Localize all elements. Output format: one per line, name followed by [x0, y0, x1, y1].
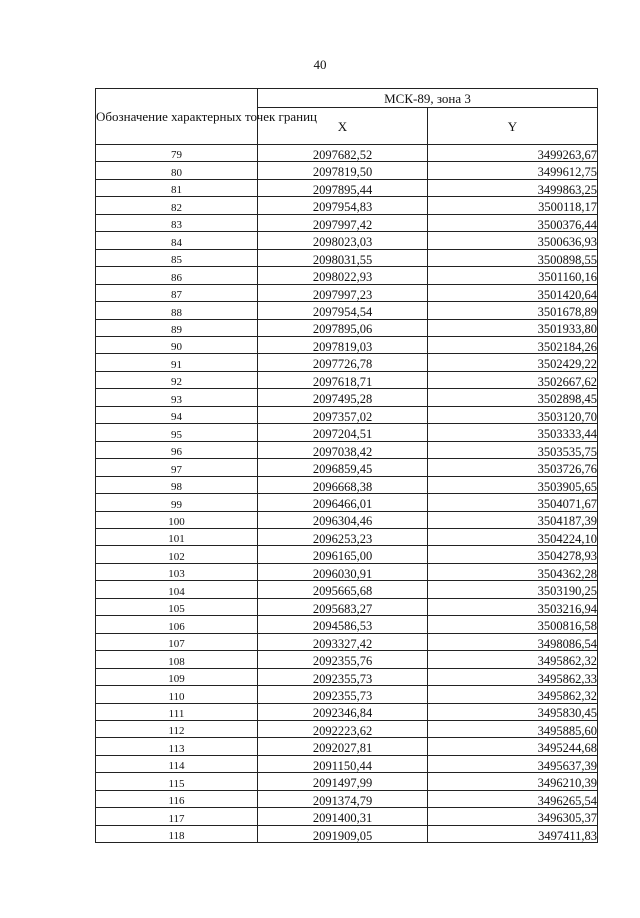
point-number-cell: 103 [96, 563, 258, 580]
table-row [96, 511, 598, 528]
x-coordinate-cell: 2095665,68 [258, 581, 428, 598]
table-row [96, 825, 598, 842]
x-coordinate-cell: 2097895,06 [258, 319, 428, 336]
x-coordinate-cell: 2098023,03 [258, 232, 428, 249]
page-number: 40 [313, 57, 327, 72]
point-number-cell: 79 [96, 145, 258, 162]
point-number-cell: 86 [96, 267, 258, 284]
table-row [96, 686, 598, 703]
point-number-cell: 101 [96, 528, 258, 545]
table-row [96, 424, 598, 441]
x-coordinate-cell: 2091400,31 [258, 808, 428, 825]
table-row [96, 371, 598, 388]
y-coordinate-cell: 3495830,45 [428, 703, 598, 720]
point-number-cell: 82 [96, 197, 258, 214]
x-coordinate-cell: 2097495,28 [258, 389, 428, 406]
point-number-cell: 94 [96, 406, 258, 423]
point-number-cell: 110 [96, 686, 258, 703]
point-number-cell: 81 [96, 179, 258, 196]
x-coordinate-cell: 2096304,46 [258, 511, 428, 528]
point-number-cell: 112 [96, 720, 258, 737]
x-coordinate-cell: 2097726,78 [258, 354, 428, 371]
x-coordinate-cell: 2096668,38 [258, 476, 428, 493]
x-coordinate-cell: 2095683,27 [258, 598, 428, 615]
x-coordinate-cell: 2097954,83 [258, 197, 428, 214]
y-coordinate-cell: 3500816,58 [428, 616, 598, 633]
point-number-cell: 80 [96, 162, 258, 179]
y-coordinate-cell: 3503216,94 [428, 598, 598, 615]
table-row [96, 808, 598, 825]
point-number-cell: 84 [96, 232, 258, 249]
point-number-cell: 108 [96, 651, 258, 668]
table-row [96, 755, 598, 772]
y-coordinate-cell: 3497411,83 [428, 825, 598, 842]
table-row [96, 598, 598, 615]
y-coordinate-cell: 3496265,54 [428, 790, 598, 807]
y-coordinate-cell: 3501678,89 [428, 302, 598, 319]
x-coordinate-cell: 2093327,42 [258, 633, 428, 650]
table-row [96, 214, 598, 231]
y-coordinate-cell: 3495862,32 [428, 651, 598, 668]
table-row [96, 179, 598, 196]
x-coordinate-cell: 2097682,52 [258, 145, 428, 162]
y-coordinate-cell: 3501420,64 [428, 284, 598, 301]
x-coordinate-cell: 2092223,62 [258, 720, 428, 737]
x-coordinate-cell: 2097895,44 [258, 179, 428, 196]
table-row [96, 528, 598, 545]
y-coordinate-cell: 3495885,60 [428, 720, 598, 737]
y-coordinate-cell: 3504187,39 [428, 511, 598, 528]
y-coordinate-cell: 3495862,32 [428, 686, 598, 703]
point-number-cell: 93 [96, 389, 258, 406]
point-number-cell: 114 [96, 755, 258, 772]
table-row [96, 790, 598, 807]
table-row [96, 267, 598, 284]
table-row [96, 284, 598, 301]
point-number-cell: 91 [96, 354, 258, 371]
y-coordinate-cell: 3500118,17 [428, 197, 598, 214]
table-row [96, 476, 598, 493]
y-coordinate-cell: 3496210,39 [428, 773, 598, 790]
table-row [96, 738, 598, 755]
table-row [96, 459, 598, 476]
table-row [96, 651, 598, 668]
x-coordinate-cell: 2097819,50 [258, 162, 428, 179]
table-row [96, 249, 598, 266]
table-row [96, 633, 598, 650]
x-coordinate-cell: 2092355,76 [258, 651, 428, 668]
x-coordinate-cell: 2096253,23 [258, 528, 428, 545]
y-coordinate-cell: 3502667,62 [428, 371, 598, 388]
table-row [96, 162, 598, 179]
x-coordinate-cell: 2096859,45 [258, 459, 428, 476]
table-row [96, 389, 598, 406]
point-number-cell: 107 [96, 633, 258, 650]
x-coordinate-cell: 2092355,73 [258, 686, 428, 703]
y-coordinate-cell: 3502898,45 [428, 389, 598, 406]
y-coordinate-cell: 3504278,93 [428, 546, 598, 563]
y-coordinate-cell: 3504362,28 [428, 563, 598, 580]
table-body [96, 145, 598, 843]
point-number-cell: 90 [96, 336, 258, 353]
table-row [96, 668, 598, 685]
point-number-cell: 118 [96, 825, 258, 842]
x-coordinate-cell: 2097997,42 [258, 214, 428, 231]
y-header: Y [428, 108, 598, 145]
point-number-cell: 105 [96, 598, 258, 615]
x-coordinate-cell: 2096466,01 [258, 494, 428, 511]
y-coordinate-cell: 3504071,67 [428, 494, 598, 511]
point-number-cell: 115 [96, 773, 258, 790]
y-coordinate-cell: 3503333,44 [428, 424, 598, 441]
point-number-cell: 102 [96, 546, 258, 563]
y-coordinate-cell: 3501933,80 [428, 319, 598, 336]
point-number-cell: 95 [96, 424, 258, 441]
x-coordinate-cell: 2098022,93 [258, 267, 428, 284]
y-coordinate-cell: 3500636,93 [428, 232, 598, 249]
point-number-cell: 85 [96, 249, 258, 266]
point-number-cell: 87 [96, 284, 258, 301]
table-row [96, 319, 598, 336]
x-coordinate-cell: 2097618,71 [258, 371, 428, 388]
y-coordinate-cell: 3503190,25 [428, 581, 598, 598]
table-row [96, 441, 598, 458]
point-number-cell: 111 [96, 703, 258, 720]
x-coordinate-cell: 2097997,23 [258, 284, 428, 301]
table-row [96, 616, 598, 633]
y-coordinate-cell: 3504224,10 [428, 528, 598, 545]
x-coordinate-cell: 2092346,84 [258, 703, 428, 720]
y-coordinate-cell: 3498086,54 [428, 633, 598, 650]
table-row [96, 563, 598, 580]
x-coordinate-cell: 2091497,99 [258, 773, 428, 790]
table-row [96, 703, 598, 720]
point-number-cell: 89 [96, 319, 258, 336]
y-coordinate-cell: 3503905,65 [428, 476, 598, 493]
point-number-cell: 100 [96, 511, 258, 528]
y-coordinate-cell: 3502429,22 [428, 354, 598, 371]
table-row [96, 354, 598, 371]
point-number-cell: 96 [96, 441, 258, 458]
table-row [96, 232, 598, 249]
point-label-header: Обозначение характерных точек границ [96, 89, 258, 145]
point-number-cell: 92 [96, 371, 258, 388]
x-coordinate-cell: 2097038,42 [258, 441, 428, 458]
table-header [96, 89, 598, 145]
point-number-cell: 104 [96, 581, 258, 598]
y-coordinate-cell: 3502184,26 [428, 336, 598, 353]
point-number-cell: 113 [96, 738, 258, 755]
header-row-top [96, 89, 598, 108]
x-coordinate-cell: 2097357,02 [258, 406, 428, 423]
point-number-cell: 117 [96, 808, 258, 825]
y-coordinate-cell: 3503726,76 [428, 459, 598, 476]
table-row [96, 145, 598, 162]
coordinates-table [95, 88, 598, 843]
x-coordinate-cell: 2091150,44 [258, 755, 428, 772]
y-coordinate-cell: 3503120,70 [428, 406, 598, 423]
point-number-cell: 88 [96, 302, 258, 319]
x-coordinate-cell: 2096165,00 [258, 546, 428, 563]
x-coordinate-cell: 2097954,54 [258, 302, 428, 319]
point-number-cell: 109 [96, 668, 258, 685]
y-coordinate-cell: 3496305,37 [428, 808, 598, 825]
y-coordinate-cell: 3495862,33 [428, 668, 598, 685]
x-coordinate-cell: 2097204,51 [258, 424, 428, 441]
point-number-cell: 99 [96, 494, 258, 511]
point-number-cell: 83 [96, 214, 258, 231]
table-row [96, 336, 598, 353]
table-row [96, 494, 598, 511]
x-coordinate-cell: 2096030,91 [258, 563, 428, 580]
x-coordinate-cell: 2091909,05 [258, 825, 428, 842]
point-number-cell: 98 [96, 476, 258, 493]
table-row [96, 581, 598, 598]
x-coordinate-cell: 2092355,73 [258, 668, 428, 685]
table-row [96, 197, 598, 214]
table-row [96, 546, 598, 563]
y-coordinate-cell: 3499863,25 [428, 179, 598, 196]
y-coordinate-cell: 3499612,75 [428, 162, 598, 179]
y-coordinate-cell: 3499263,67 [428, 145, 598, 162]
x-coordinate-cell: 2098031,55 [258, 249, 428, 266]
y-coordinate-cell: 3495637,39 [428, 755, 598, 772]
point-number-cell: 97 [96, 459, 258, 476]
x-coordinate-cell: 2097819,03 [258, 336, 428, 353]
x-coordinate-cell: 2091374,79 [258, 790, 428, 807]
y-coordinate-cell: 3500376,44 [428, 214, 598, 231]
x-header: X [258, 108, 428, 145]
x-coordinate-cell: 2092027,81 [258, 738, 428, 755]
table-row [96, 773, 598, 790]
table-row [96, 720, 598, 737]
y-coordinate-cell: 3495244,68 [428, 738, 598, 755]
coordinate-system-header: МСК-89, зона 3 [258, 89, 598, 108]
y-coordinate-cell: 3500898,55 [428, 249, 598, 266]
table-row [96, 406, 598, 423]
x-coordinate-cell: 2094586,53 [258, 616, 428, 633]
point-number-cell: 106 [96, 616, 258, 633]
point-number-cell: 116 [96, 790, 258, 807]
y-coordinate-cell: 3503535,75 [428, 441, 598, 458]
table-row [96, 302, 598, 319]
y-coordinate-cell: 3501160,16 [428, 267, 598, 284]
